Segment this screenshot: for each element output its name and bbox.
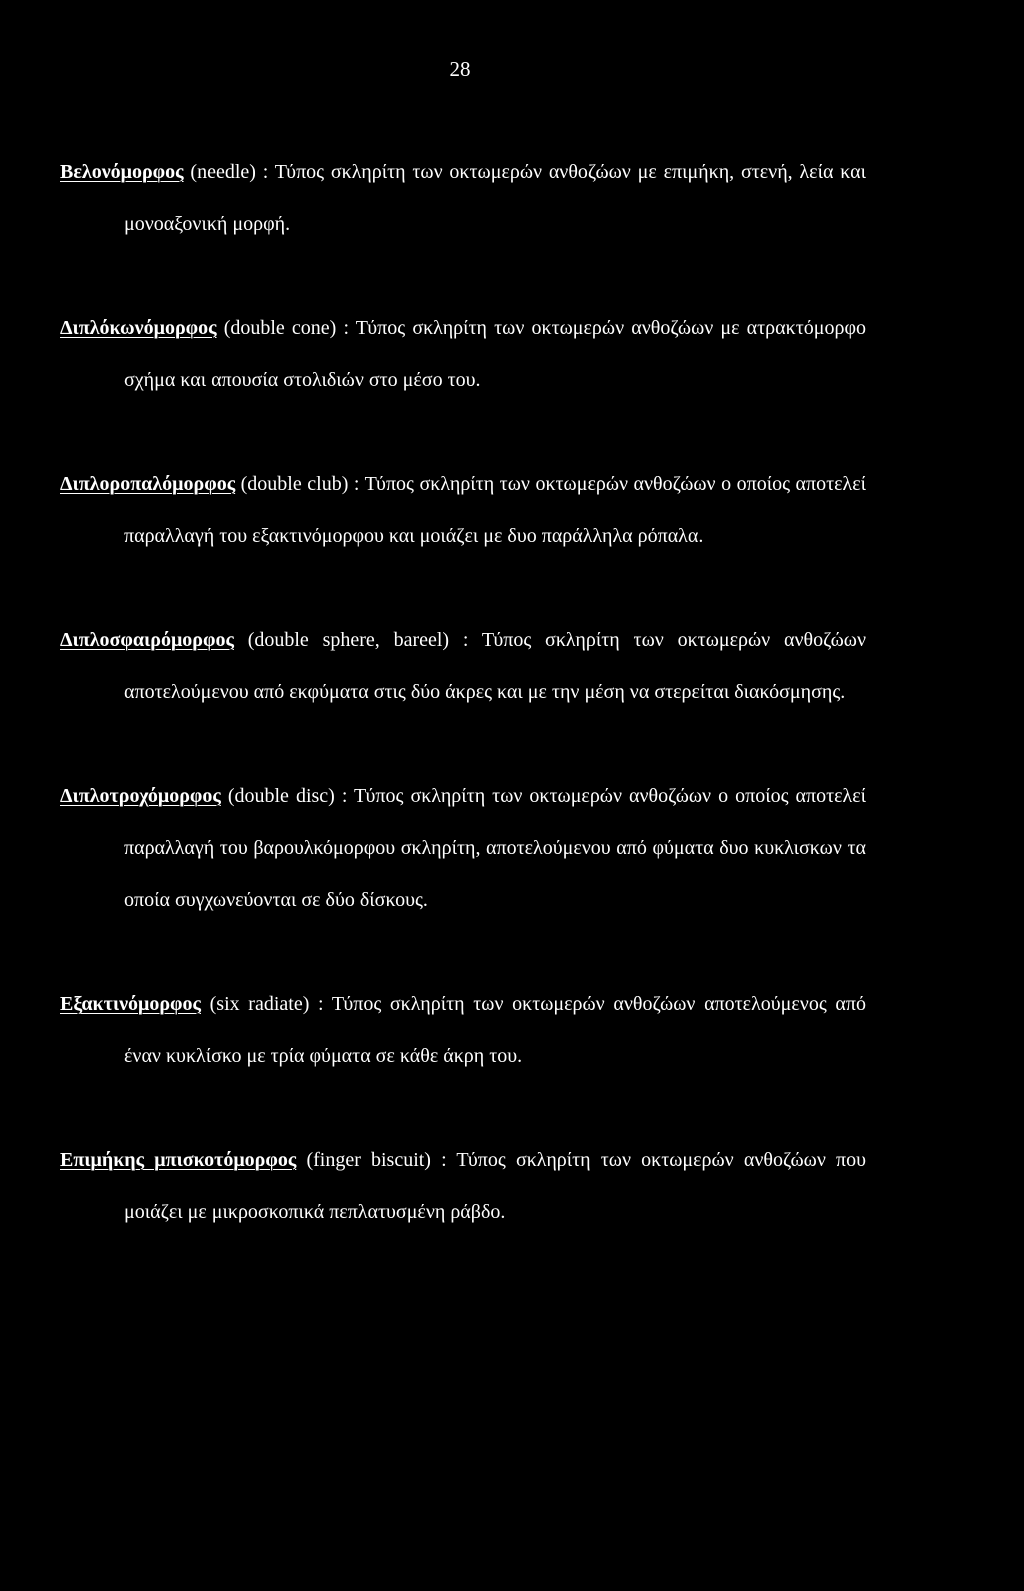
entry-definition: (needle) : Τύπος σκληρίτη των οκτωμερών ανθοζώων με επιμήκη, στενή, λεία και μονοαξονική μορφή. [124,161,866,235]
page-number: 28 [449,57,471,81]
entry-term: Επιμήκης μπισκοτόμορφος [60,1149,297,1171]
entry-term: Διπλοτροχόμορφος [60,785,221,807]
entry-definition: (double sphere, bareel) : Τύπος σκληρίτη των οκτωμερών ανθοζώων αποτελούμενου από εκφύματα στις δύο άκρες και με την μέση να στερείται διακόσμησης. [124,629,866,703]
glossary-entry [60,978,866,1082]
entry-definition: (six radiate) : Τύπος σκληρίτη των οκτωμερών ανθοζώων αποτελούμενος από έναν κυκλίσκο με τρία φύματα σε κάθε άκρη του. [124,993,866,1067]
entry-term: Διπλοροπαλόμορφος [60,473,236,495]
entry-definition: (double disc) : Τύπος σκληρίτη των οκτωμερών ανθοζώων ο οποίος αποτελεί παραλλαγή του βαρουλκόμορφου σκληρίτη, αποτελούμενου από φύματα δυο κυκλισκων τα οποία συγχωνεύονται σε δύο δίσκους. [124,785,866,911]
entry-term: Διπλόκωνόμορφος [60,317,217,339]
entry-definition: (double cone) : Τύπος σκληρίτη των οκτωμερών ανθοζώων με ατρακτόμορφο σχήμα και απουσία στολιδιών στο μέσο του. [124,317,866,391]
glossary-entries [60,146,866,1290]
entry-term: Διπλοσφαιρόμορφος [60,629,234,651]
glossary-entry [60,1134,866,1238]
glossary-entry [60,614,866,718]
glossary-entry [60,770,866,926]
entry-definition: (finger biscuit) : Τύπος σκληρίτη των οκτωμερών ανθοζώων που μοιάζει με μικροσκοπικά πεπλατυσμένη ράβδο. [124,1149,867,1223]
glossary-entry [60,302,866,406]
entry-term: Βελονόμορφος [60,161,184,183]
entry-definition: (double club) : Τύπος σκληρίτη των οκτωμερών ανθοζώων ο οποίος αποτελεί παραλλαγή του εξακτινόμορφου και μοιάζει με δυο παράλληλα ρόπαλα. [124,473,866,547]
glossary-entry [60,458,866,562]
entry-term: Εξακτινόμορφος [60,993,201,1015]
glossary-entry [60,146,866,250]
